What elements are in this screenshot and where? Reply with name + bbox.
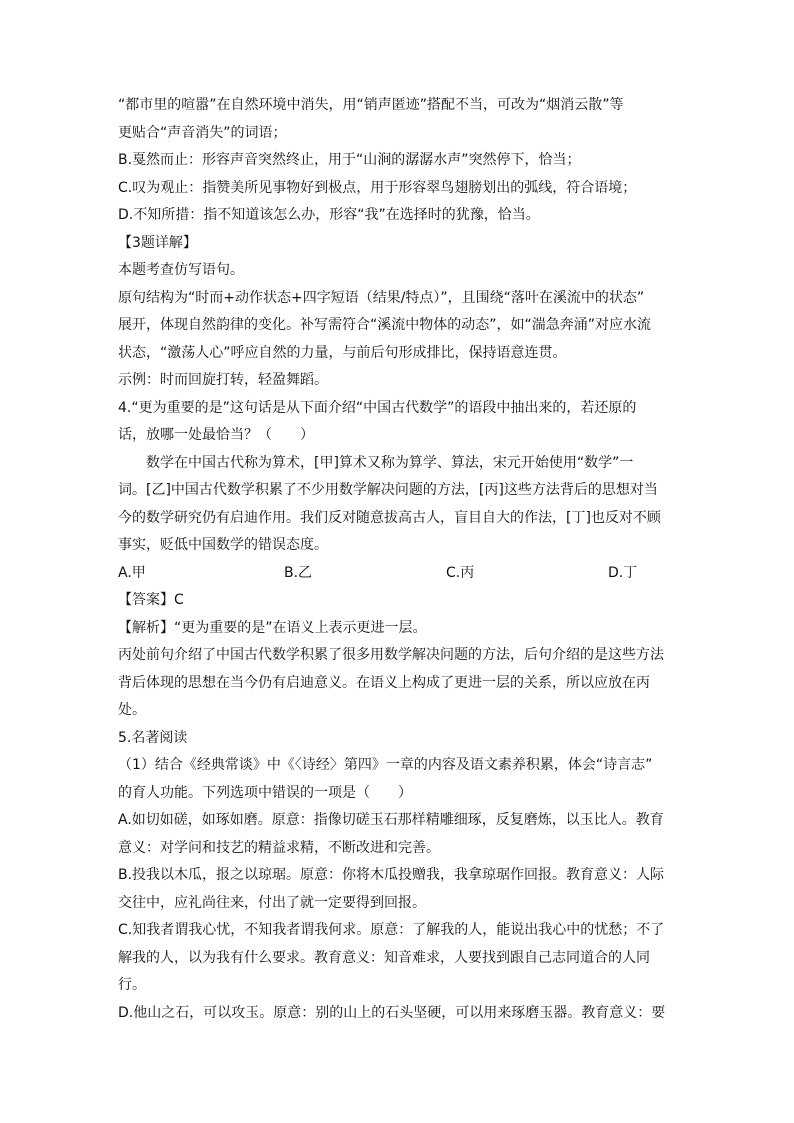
text-line: 的育人功能。下列选项中错误的一项是（ ）	[118, 784, 412, 801]
text-line: 意义：对学问和技艺的精益求精，不断改进和完善。	[118, 839, 440, 856]
text-line: “都市里的喧嚣”在自然环境中消失，用“销声匿迹”搭配不当，可改为“烟消云散”等	[118, 97, 624, 113]
option-c-analysis: C.叹为观止：指赞美所见事物好到极点，用于形容翠鸟翅膀划出的弧线，符合语境；	[118, 179, 637, 196]
text-line: 展开，体现自然韵律的变化。补写需符合“溪流中物体的动态”，如“湍急奔涌”对应水流	[118, 317, 652, 333]
choice-b: B.投我以木瓜，报之以琼琚。原意：你将木瓜投赠我，我拿琼琚作回报。教育意义：人际	[118, 867, 665, 883]
text-line: 原句结构为“时而+动作状态+四字短语（结果/特点）”，且围绕“落叶在溪流中的状态”	[118, 289, 645, 306]
text-line: 更贴合“声音消失”的词语；	[118, 124, 287, 141]
question-4: 4.“更为重要的是”这句话是从下面介绍“中国古代数学”的语段中抽出来的，若还原的	[118, 399, 637, 416]
choice-c: C.知我者谓我心忧，不知我者谓我何求。原意：了解我的人，能说出我心中的忧愁；不了	[118, 922, 665, 938]
answer-options	[118, 560, 678, 588]
document-body	[118, 92, 678, 1027]
example-line: 示例：时而回旋打转，轻盈舞蹈。	[118, 372, 328, 388]
text-line: 行。	[118, 977, 146, 993]
text-line: 处。	[118, 702, 146, 718]
passage-line: 事实，贬低中国数学的错误态度。	[118, 537, 328, 553]
answer-line: 【答案】C	[118, 592, 184, 608]
choice-a: A.如切如磋，如琢如磨。原意：指像切磋玉石那样精雕细琢，反复磨炼，以玉比人。教育	[118, 812, 664, 828]
option-a: A.甲	[118, 564, 146, 581]
text-line: 本题考查仿写语句。	[118, 262, 244, 278]
option-b: B.乙	[284, 564, 313, 581]
text-line: 状态，“激荡人心”呼应自然的力量，与前后句形成排比，保持语意连贯。	[118, 344, 567, 361]
question-4-cont: 话，放哪一处最恰当？（ ）	[118, 427, 314, 443]
question-5-1: （1）结合《经典常谈》中《〈诗经〉第四》一章的内容及语文素养积累，体会“诗言志”	[118, 757, 653, 773]
option-c: C.丙	[446, 564, 475, 581]
analysis-line: 【解析】“更为重要的是”在语义上表示更进一层。	[118, 619, 427, 636]
passage-line: 词。[乙]中国古代数学积累了不少用数学解决问题的方法，[丙]这些方法背后的思想对当	[118, 482, 658, 498]
option-d-analysis: D.不知所措：指不知道该怎么办，形容“我”在选择时的犹豫，恰当。	[118, 207, 540, 223]
option-d: D.丁	[608, 564, 638, 581]
question-5: 5.名著阅读	[118, 729, 188, 746]
passage-line: 数学在中国古代称为算术，[甲]算术又称为算学、算法，宋元开始使用“数学”一	[146, 454, 634, 471]
text-line: 丙处前句介绍了中国古代数学积累了很多用数学解决问题的方法，后句介绍的是这些方法	[118, 647, 664, 663]
text-line: 背后体现的思想在当今仍有启迪意义。在语义上构成了更进一层的关系，所以应放在丙	[118, 674, 650, 691]
text-line: 交往中，应礼尚往来，付出了就一定要得到回报。	[118, 894, 426, 911]
text-line: 解我的人，以为我有什么要求。教育意义：知音难求，人要找到跟自己志同道合的人同	[118, 949, 650, 966]
choice-d: D.他山之石，可以攻玉。原意：别的山上的石头坚硬，可以用来琢磨玉器。教育意义：要	[118, 1004, 666, 1021]
passage-line: 今的数学研究仍有启迪作用。我们反对随意拔高古人，盲目自大的作法，[丁]也反对不顾	[118, 509, 661, 526]
section-heading: 【3题详解】	[118, 234, 197, 251]
option-b-analysis: B.戛然而止：形容声音突然终止，用于“山涧的潺潺水声”突然停下，恰当；	[118, 152, 581, 168]
